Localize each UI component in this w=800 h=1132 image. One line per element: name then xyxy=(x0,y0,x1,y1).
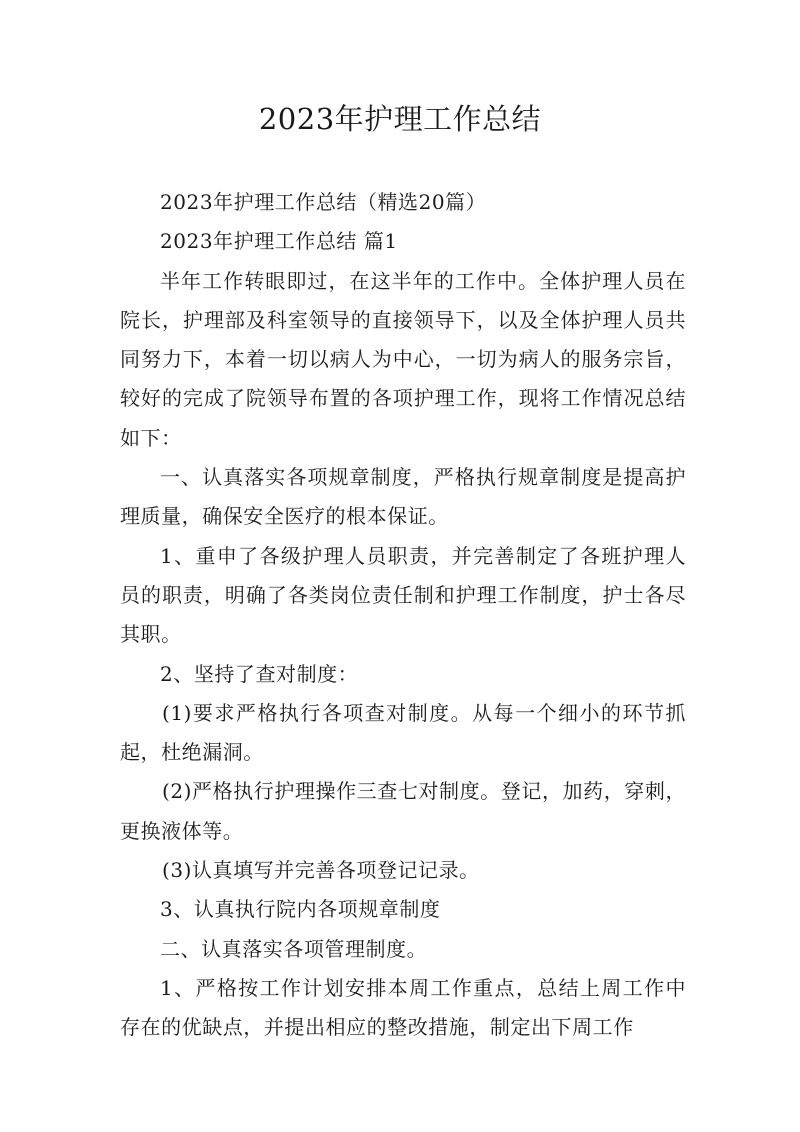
paragraph: 1、严格按工作计划安排本周工作重点，总结上周工作中存在的优缺点，并提出相应的整改措施，制定出下周工作 xyxy=(120,975,686,1040)
paragraph: (2)严格执行护理操作三查七对制度。登记，加药，穿刺，更换液体等。 xyxy=(120,779,686,843)
paragraph: (1)要求严格执行各项查对制度。从每一个细小的环节抓起，杜绝漏洞。 xyxy=(120,700,686,765)
document-title: 2023年护理工作总结 xyxy=(258,102,542,136)
paragraph: 二、认真落实各项管理制度。 xyxy=(160,936,428,961)
paragraph: 3、认真执行院内各项规章制度 xyxy=(160,897,441,922)
paragraph: 1、重申了各级护理人员职责，并完善制定了各班护理人员的职责，明确了各类岗位责任制和护理工作制度，护士各尽其职。 xyxy=(120,543,686,647)
doc-subtitle: 2023年护理工作总结（精选20篇） xyxy=(160,190,487,214)
paragraph: (3)认真填写并完善各项登记记录。 xyxy=(162,858,480,883)
section-heading: 2023年护理工作总结 篇1 xyxy=(160,229,398,254)
paragraph: 2、坚持了查对制度： xyxy=(160,661,359,686)
document-body xyxy=(120,183,686,1048)
paragraph: 半年工作转眼即过，在这半年的工作中。全体护理人员在院长，护理部及科室领导的直接领导下，以及全体护理人员共同努力下，本着一切以病人为中心，一切为病人的服务宗旨，较好的完成了院领导布置的各项护理工作，现将工作情况总结如下： xyxy=(120,268,686,450)
paragraph: 一、认真落实各项规章制度，严格执行规章制度是提高护理质量，确保安全医疗的根本保证。 xyxy=(120,465,686,529)
